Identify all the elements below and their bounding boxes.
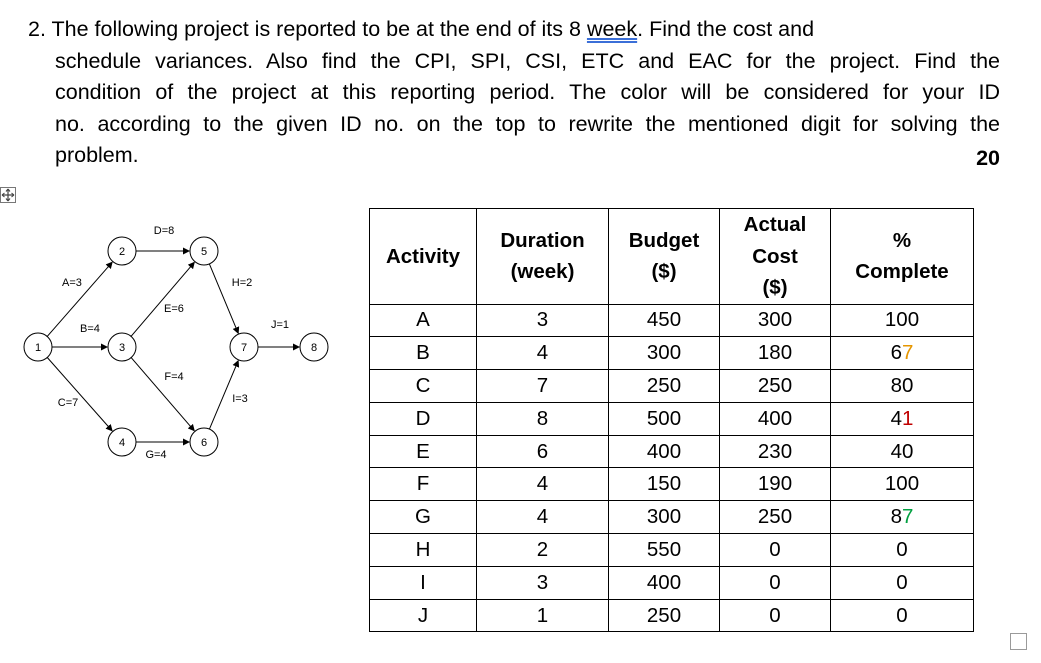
network-arrow-f: [131, 358, 194, 431]
header-percent-sign: %: [892, 228, 912, 252]
question-line-5: problem.: [55, 143, 139, 167]
network-node-label: 2: [118, 246, 126, 258]
network-edge-label: A=3: [62, 277, 82, 289]
network-edge-label: H=2: [231, 277, 253, 289]
cell-percent-complete: [831, 304, 974, 337]
marks-value: 20: [976, 146, 1000, 170]
cell-budget: 550: [609, 534, 720, 567]
network-node-label: 7: [240, 342, 248, 354]
percent-digits: 100: [884, 308, 920, 332]
cell-duration: 8: [477, 402, 609, 435]
table-row: [370, 304, 974, 337]
table-row: [370, 566, 974, 599]
cell-duration: 3: [477, 304, 609, 337]
cell-activity: I: [370, 566, 477, 599]
network-edge-label: G=4: [145, 449, 167, 461]
cell-duration: 3: [477, 566, 609, 599]
header-budget: [609, 209, 720, 305]
table-row: [370, 501, 974, 534]
cell-budget: 400: [609, 435, 720, 468]
cell-budget: 150: [609, 468, 720, 501]
question-line-1-start: 2. The following project is reported to be at the end of its 8: [28, 17, 587, 41]
percent-colored-digit: 7: [902, 341, 914, 365]
cell-percent-complete: [831, 566, 974, 599]
table-row: [370, 435, 974, 468]
cell-actual-cost: 180: [720, 337, 831, 370]
header-duration-line: Duration: [500, 228, 585, 252]
question-line-1: [28, 14, 1000, 46]
header-actual-cost: [720, 209, 831, 305]
activity-table: [369, 208, 974, 632]
network-edge-label: C=7: [57, 397, 79, 409]
question-line-2: schedule variances. Also find the CPI, SPI, CSI, ETC and EAC for the project. Find the: [55, 48, 1000, 73]
network-node-label: 6: [200, 437, 208, 449]
network-node-label: 5: [200, 246, 208, 258]
cell-budget: 250: [609, 370, 720, 403]
network-node-label: 1: [34, 342, 42, 354]
question-line-1-end: . Find the cost and: [637, 17, 815, 41]
table-row: [370, 370, 974, 403]
cell-activity: A: [370, 304, 477, 337]
percent-digits: 0: [896, 570, 908, 594]
cell-activity: G: [370, 501, 477, 534]
network-arrow-h: [209, 264, 238, 333]
table-row: [370, 599, 974, 632]
cell-actual-cost: 0: [720, 566, 831, 599]
cell-duration: 7: [477, 370, 609, 403]
cell-actual-cost: 250: [720, 370, 831, 403]
network-edge-label: F=4: [164, 371, 184, 383]
cell-activity: C: [370, 370, 477, 403]
percent-digits: 100: [884, 472, 920, 496]
cell-percent-complete: [831, 402, 974, 435]
header-activity: Activity: [370, 209, 477, 305]
cell-actual-cost: 190: [720, 468, 831, 501]
table-move-handle-icon[interactable]: [0, 187, 16, 203]
network-arrow-e: [131, 262, 194, 336]
network-edge-label: I=3: [232, 393, 248, 405]
percent-digits: 6: [890, 341, 902, 365]
network-node-label: 8: [310, 342, 318, 354]
cell-activity: E: [370, 435, 477, 468]
cell-percent-complete: [831, 337, 974, 370]
cell-actual-cost: 0: [720, 599, 831, 632]
header-actual-line: Actual: [743, 213, 807, 236]
header-actual-unit: ($): [762, 276, 788, 299]
table-row: [370, 468, 974, 501]
cell-duration: 1: [477, 599, 609, 632]
cell-duration: 4: [477, 337, 609, 370]
table-row: [370, 402, 974, 435]
question-line-4: no. according to the given ID no. on the top to rewrite the mentioned digit for solving the: [55, 111, 1000, 136]
network-edge-label: E=6: [164, 303, 184, 315]
header-percent-complete: [831, 209, 974, 305]
cell-percent-complete: [831, 501, 974, 534]
cell-activity: F: [370, 468, 477, 501]
table-row: [370, 337, 974, 370]
cell-budget: 500: [609, 402, 720, 435]
cell-duration: 6: [477, 435, 609, 468]
cell-actual-cost: 300: [720, 304, 831, 337]
header-duration: [477, 209, 609, 305]
cell-percent-complete: [831, 599, 974, 632]
question-line-3: condition of the project at this reporting period. The color will be considered for your ID: [55, 80, 1000, 104]
cell-actual-cost: 230: [720, 435, 831, 468]
network-arrow-c: [47, 357, 112, 430]
header-budget-line: Budget: [628, 228, 700, 252]
cell-activity: D: [370, 402, 477, 435]
header-actual-cost-line: Cost: [752, 244, 798, 268]
percent-digits: 4: [890, 406, 902, 430]
cell-activity: B: [370, 337, 477, 370]
network-edge-label: B=4: [80, 323, 100, 335]
cell-percent-complete: [831, 435, 974, 468]
cell-actual-cost: 250: [720, 501, 831, 534]
cell-budget: 300: [609, 501, 720, 534]
network-node-label: 3: [118, 342, 126, 354]
cell-actual-cost: 0: [720, 534, 831, 567]
cell-budget: 300: [609, 337, 720, 370]
percent-digits: 0: [896, 603, 908, 627]
percent-digits: 8: [890, 505, 902, 529]
percent-colored-digit: 1: [902, 406, 914, 430]
cell-budget: 450: [609, 304, 720, 337]
header-complete-label: Complete: [855, 260, 949, 284]
network-edge-label: D=8: [153, 225, 175, 237]
cell-activity: J: [370, 599, 477, 632]
cell-percent-complete: [831, 534, 974, 567]
network-edge-label: J=1: [270, 319, 290, 331]
header-duration-unit: (week): [510, 260, 575, 284]
percent-digits: 40: [890, 439, 914, 463]
underlined-word: week: [586, 17, 638, 41]
cell-percent-complete: [831, 468, 974, 501]
network-node-label: 4: [118, 437, 126, 449]
percent-digits: 0: [896, 537, 908, 561]
table-header-row: [370, 209, 974, 305]
cell-duration: 2: [477, 534, 609, 567]
cell-budget: 400: [609, 566, 720, 599]
activity-network-diagram: [22, 220, 332, 480]
cell-budget: 250: [609, 599, 720, 632]
resize-handle-icon[interactable]: [1010, 633, 1027, 650]
percent-colored-digit: 7: [902, 505, 914, 529]
header-budget-unit: ($): [651, 260, 677, 284]
cell-activity: H: [370, 534, 477, 567]
cell-percent-complete: [831, 370, 974, 403]
percent-digits: 80: [890, 373, 914, 397]
table-row: [370, 534, 974, 567]
cell-duration: 4: [477, 501, 609, 534]
cell-actual-cost: 400: [720, 402, 831, 435]
cell-duration: 4: [477, 468, 609, 501]
question-text: [28, 14, 1000, 172]
